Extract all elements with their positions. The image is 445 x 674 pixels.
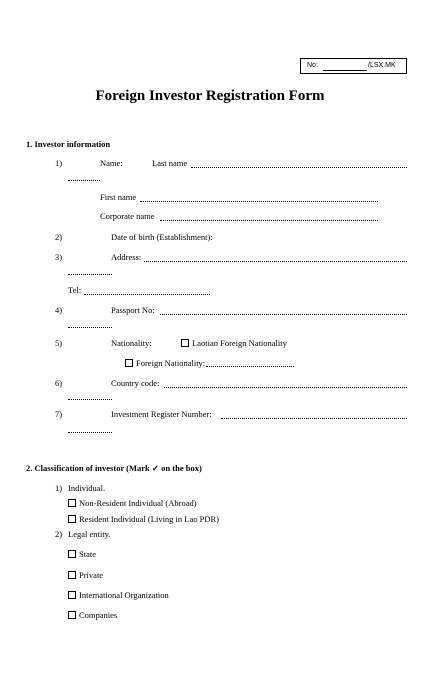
legal-entity-label: Legal entity. [68, 529, 111, 539]
foreign-nationality-field[interactable] [206, 366, 294, 367]
checkbox-icon[interactable] [68, 591, 76, 599]
last-name-label: Last name [152, 158, 188, 168]
number-suffix: /LSX.MK [368, 62, 396, 69]
country-code-field[interactable] [164, 387, 407, 388]
dob-label: Date of birth (Establishment): [111, 232, 213, 242]
number-label: No: [307, 62, 318, 69]
companies-label: Companies [79, 610, 118, 620]
number-field[interactable] [323, 70, 367, 71]
item-number: 2) [55, 232, 63, 242]
country-code-label: Country code: [111, 378, 160, 388]
registration-number-box [300, 58, 407, 74]
item-number: 6) [55, 378, 63, 388]
foreign-option[interactable] [125, 358, 205, 368]
tel-field[interactable] [84, 294, 210, 295]
section-1-heading: 1. Investor information [26, 139, 111, 149]
private-label: Private [79, 570, 104, 580]
passport-field[interactable] [160, 314, 407, 315]
form-title: Foreign Investor Registration Form [95, 88, 325, 104]
item-number: 2) [55, 529, 63, 539]
first-name-field[interactable] [140, 201, 378, 202]
private-option[interactable] [68, 570, 103, 580]
checkbox-icon[interactable] [68, 499, 76, 507]
nationality-label: Nationality: [111, 338, 152, 348]
item-number: 4) [55, 305, 63, 315]
first-name-label: First name [100, 192, 137, 202]
passport-field-cont[interactable] [68, 327, 112, 328]
item-number: 7) [55, 409, 63, 419]
tel-label: Tel: [68, 285, 82, 295]
investment-register-field-cont[interactable] [68, 432, 112, 433]
address-label: Address: [111, 252, 142, 262]
international-organization-label: International Organization [79, 590, 169, 600]
resident-label: Resident Individual (Living in Lao PDR) [79, 514, 219, 524]
investment-register-field[interactable] [221, 418, 407, 419]
laotian-label: Laotian Foreign Nationality [192, 338, 287, 348]
checkbox-icon[interactable] [68, 515, 76, 523]
passport-label: Passport No: [111, 305, 155, 315]
international-organization-option[interactable] [68, 590, 169, 600]
resident-option[interactable] [68, 514, 219, 524]
checkbox-icon[interactable] [68, 550, 76, 558]
item-number: 5) [55, 338, 63, 348]
non-resident-option[interactable] [68, 498, 197, 508]
corporate-name-field[interactable] [160, 220, 378, 221]
foreign-label: Foreign Nationality: [136, 358, 206, 368]
item-number: 3) [55, 252, 63, 262]
last-name-field-cont[interactable] [68, 180, 100, 181]
address-field-cont[interactable] [68, 274, 112, 275]
non-resident-label: Non-Resident Individual (Abroad) [79, 498, 197, 508]
country-code-field-cont[interactable] [68, 399, 112, 400]
checkbox-icon[interactable] [68, 611, 76, 619]
section-2-heading: 2. Classification of investor (Mark ✓ on the box) [26, 463, 202, 473]
laotian-option[interactable] [181, 338, 287, 348]
investment-register-label: Investment Register Number: [111, 409, 212, 419]
name-label: Name: [100, 158, 123, 168]
corporate-name-label: Corporate name [100, 211, 155, 221]
state-option[interactable] [68, 549, 96, 559]
checkbox-icon[interactable] [181, 339, 189, 347]
item-number: 1) [55, 483, 63, 493]
item-number: 1) [55, 158, 63, 168]
checkbox-icon[interactable] [68, 571, 76, 579]
last-name-field[interactable] [191, 167, 407, 168]
checkbox-icon[interactable] [125, 359, 133, 367]
address-field[interactable] [144, 261, 407, 262]
companies-option[interactable] [68, 610, 117, 620]
state-label: State [79, 549, 96, 559]
individual-label: Individual. [68, 483, 106, 493]
